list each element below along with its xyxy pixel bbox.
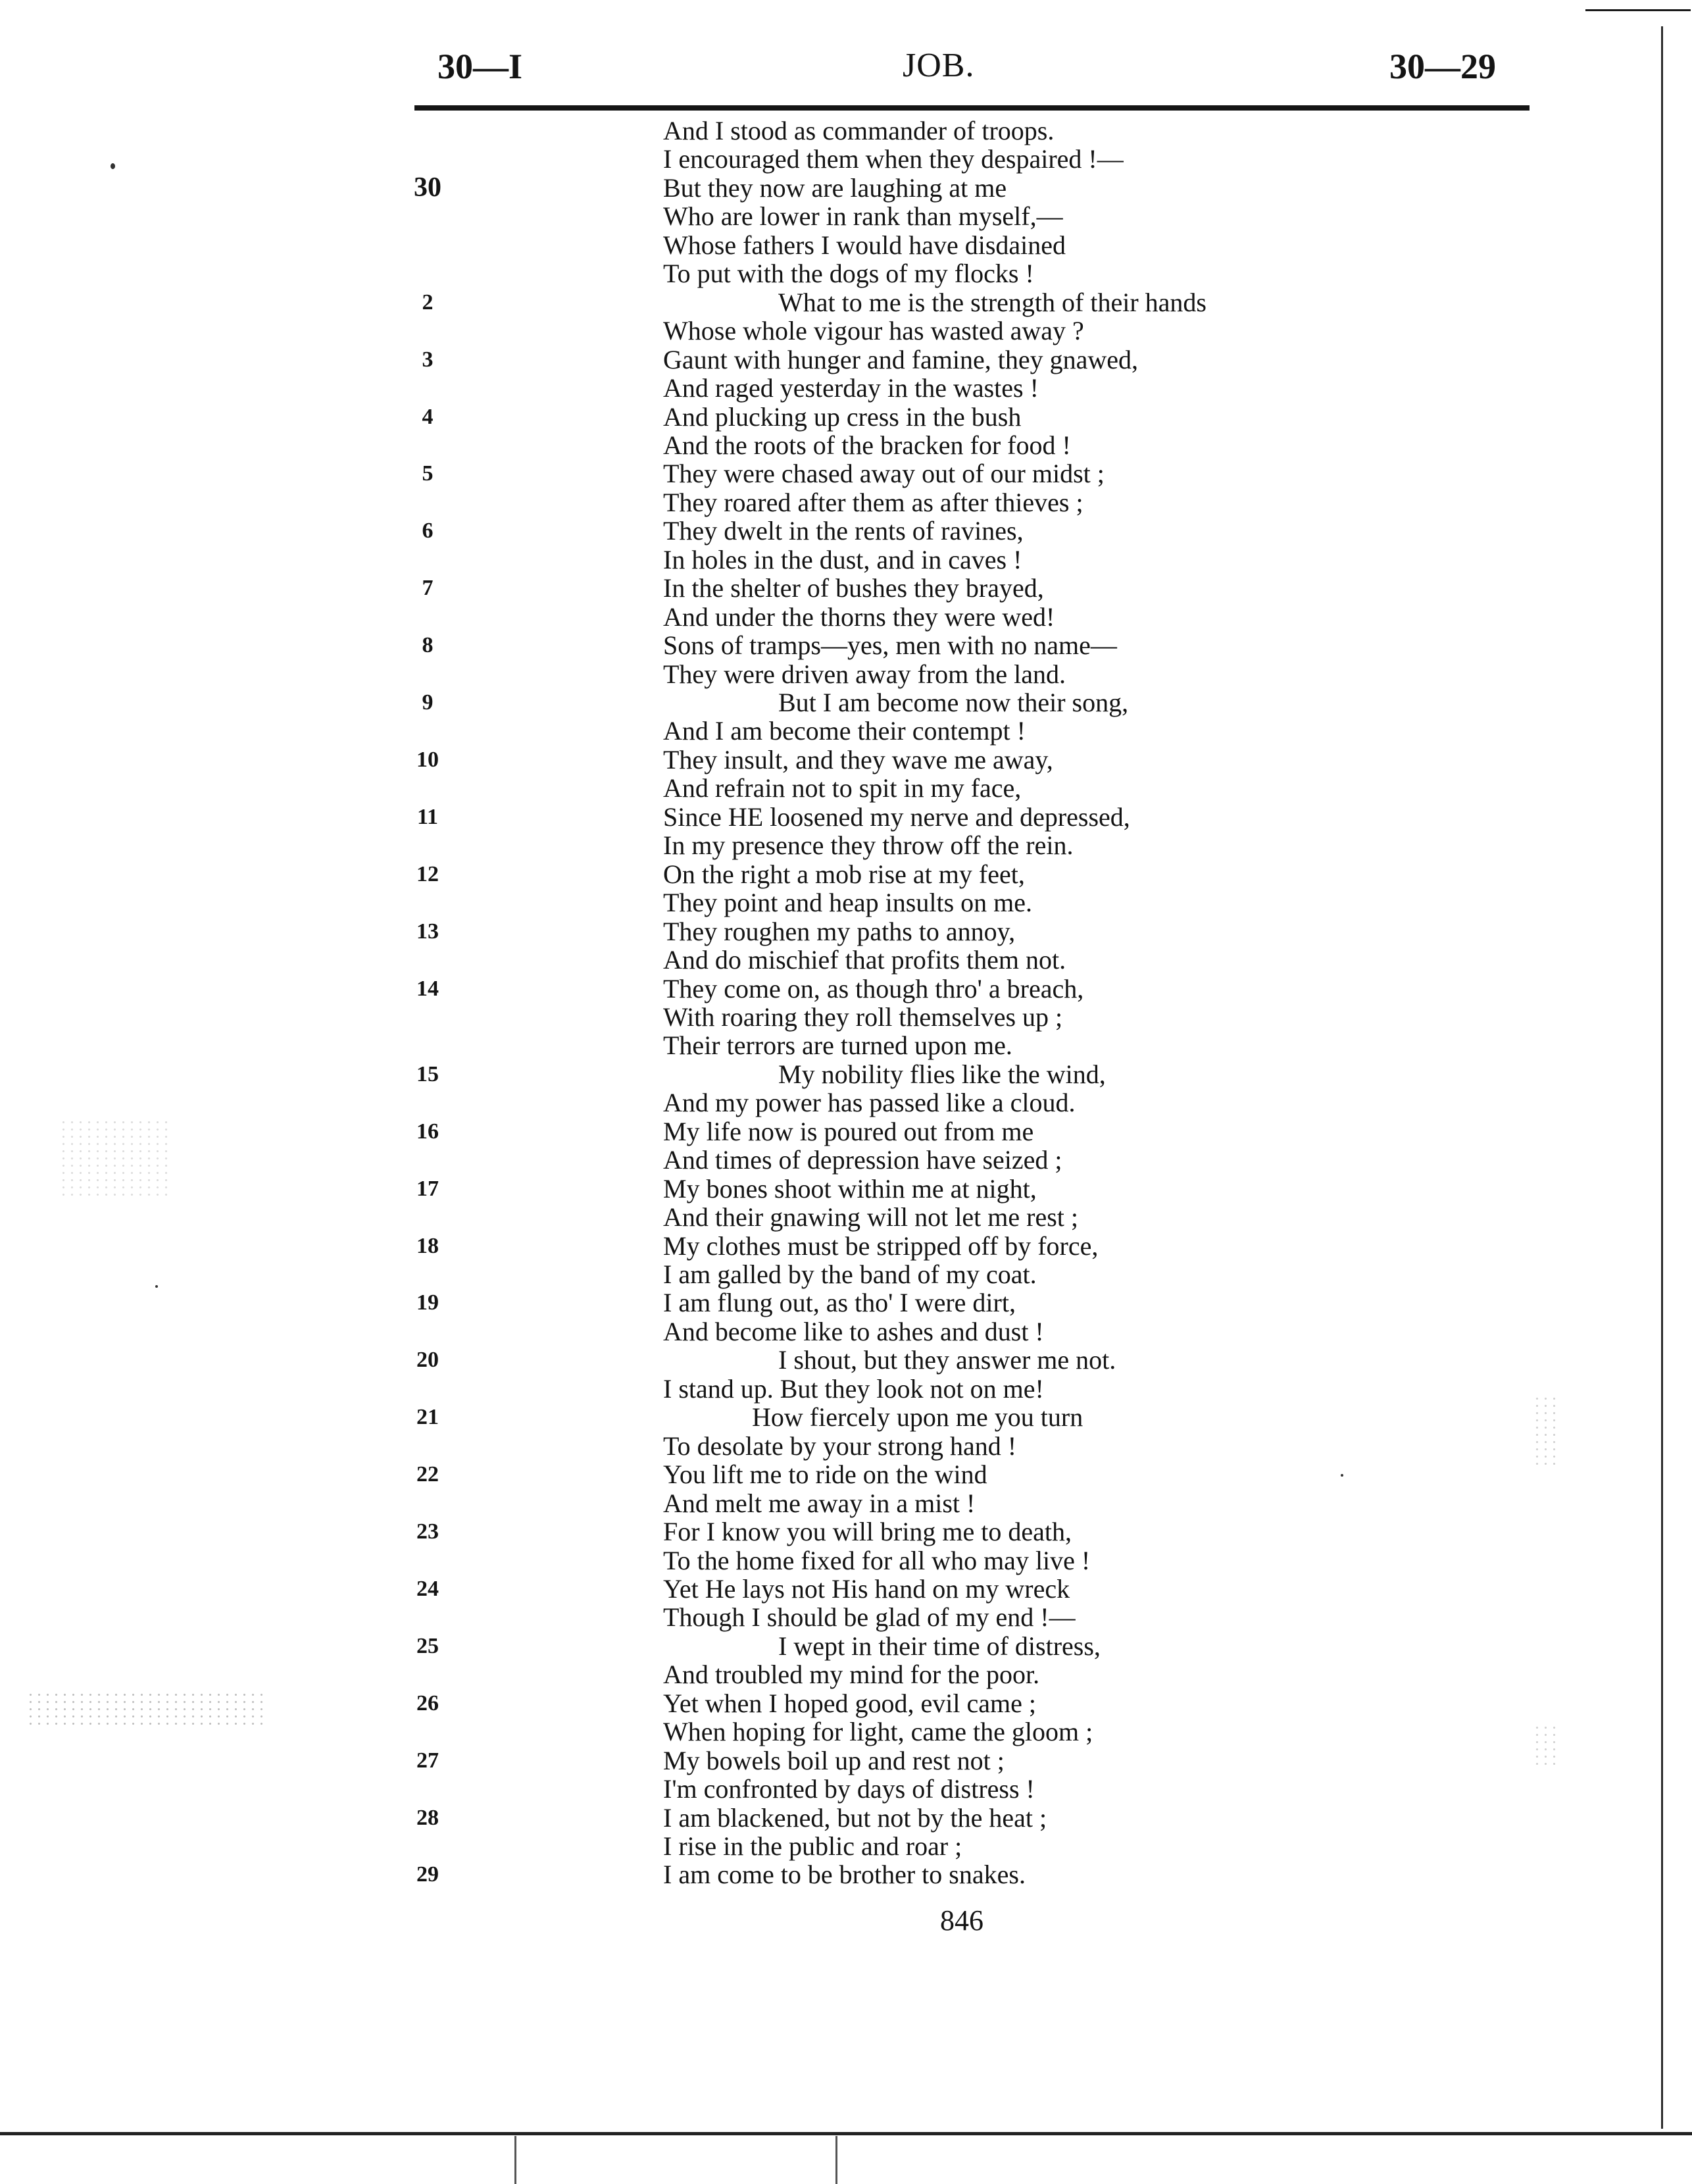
verse-text: In the shelter of bushes they brayed,	[663, 573, 1044, 603]
verse-number: 4	[422, 404, 434, 429]
verse-line	[0, 746, 1692, 774]
verse-text: They point and heap insults on me.	[663, 888, 1033, 918]
verse-text: And I stood as commander of troops.	[663, 116, 1055, 145]
running-head-left: 30—I	[437, 47, 523, 86]
verse-line	[0, 603, 1692, 631]
verse-line	[0, 317, 1692, 345]
verse-text: I am galled by the band of my coat.	[663, 1259, 1037, 1289]
running-head-right: 30—29	[1389, 47, 1496, 86]
verse-text: They insult, and they wave me away,	[663, 744, 1053, 775]
verse-number: 25	[416, 1633, 439, 1658]
verse-text: And become like to ashes and dust !	[663, 1316, 1044, 1346]
verse-number: 17	[416, 1176, 439, 1201]
verse-text: And plucking up cress in the bush	[663, 401, 1022, 432]
verse-line	[0, 917, 1692, 946]
verse-number: 7	[422, 576, 434, 601]
verse-text: My bones shoot within me at night,	[663, 1173, 1037, 1204]
verse-text: And their gnawing will not let me rest ;	[663, 1202, 1078, 1232]
verse-line	[0, 259, 1692, 288]
verse-text: I am flung out, as tho' I were dirt,	[663, 1288, 1016, 1318]
verse-text: I rise in the public and roar ;	[663, 1831, 962, 1861]
verse-text: In holes in the dust, and in caves !	[663, 544, 1022, 574]
verse-text: In my presence they throw off the rein.	[663, 830, 1074, 861]
verse-text: Gaunt with hunger and famine, they gnawed,	[663, 344, 1139, 374]
verse-number: 29	[416, 1862, 439, 1887]
verse-line	[0, 1060, 1692, 1088]
verse-text: For I know you will bring me to death,	[663, 1517, 1072, 1547]
verse-line	[0, 1832, 1692, 1860]
verse-number: 26	[416, 1690, 439, 1715]
verse-line	[0, 1804, 1692, 1832]
verse-line	[0, 431, 1692, 459]
scan-stub-left	[514, 2136, 516, 2184]
verse-number: 8	[422, 633, 434, 658]
verse-text: To put with the dogs of my flocks !	[663, 259, 1034, 289]
verse-text: To the home fixed for all who may live !	[663, 1545, 1091, 1575]
running-head	[0, 46, 1692, 105]
verse-number: 12	[416, 861, 439, 886]
verse-line	[0, 459, 1692, 488]
verse-text: And times of depression have seized ;	[663, 1145, 1062, 1175]
verse-line	[0, 831, 1692, 859]
verse-number: 20	[416, 1348, 439, 1373]
verse-text: They dwelt in the rents of ravines,	[663, 516, 1024, 546]
verse-number: 24	[416, 1576, 439, 1601]
verse-line	[0, 774, 1692, 802]
verse-text: Yet when I hoped good, evil came ;	[663, 1688, 1036, 1718]
verse-text: Whose whole vigour has wasted away ?	[663, 316, 1084, 346]
verse-number: 2	[422, 290, 434, 315]
verse-text: My life now is poured out from me	[663, 1116, 1034, 1146]
verse-line	[0, 1146, 1692, 1174]
verse-line	[0, 116, 1692, 145]
verse-text: But they now are laughing at me	[663, 172, 1007, 203]
verse-number: 23	[416, 1519, 439, 1544]
verse-line	[0, 574, 1692, 602]
verse-line	[0, 546, 1692, 574]
verse-line	[0, 1232, 1692, 1260]
running-head-title: JOB.	[903, 47, 975, 84]
verse-line	[0, 374, 1692, 402]
verse-line	[0, 1203, 1692, 1231]
verse-line	[0, 1517, 1692, 1546]
verse-number: 5	[422, 461, 434, 486]
scan-edge-bottom	[0, 2132, 1692, 2135]
verse-line	[0, 1746, 1692, 1775]
verse-line	[0, 1175, 1692, 1203]
verse-text: They were chased away out of our midst ;	[663, 459, 1105, 489]
verse-line	[0, 1288, 1692, 1317]
verse-line	[0, 1031, 1692, 1059]
verse-line	[0, 975, 1692, 1003]
verse-text: Who are lower in rank than myself,—	[663, 201, 1063, 232]
head-rule	[414, 105, 1530, 111]
verse-text: On the right a mob rise at my feet,	[663, 859, 1025, 889]
verse-line	[0, 1660, 1692, 1689]
verse-line	[0, 1317, 1692, 1346]
verse-line	[0, 1689, 1692, 1717]
verse-text: And under the thorns they were wed!	[663, 601, 1055, 632]
verse-line	[0, 860, 1692, 888]
verse-line	[0, 631, 1692, 659]
verse-line	[0, 1775, 1692, 1803]
verse-number: 19	[416, 1290, 439, 1315]
verse-text: And I am become their contempt !	[663, 716, 1026, 746]
verse-line	[0, 1860, 1692, 1889]
verse-line	[0, 1260, 1692, 1288]
verse-text: And the roots of the bracken for food !	[663, 430, 1071, 460]
verse-text: And raged yesterday in the wastes !	[663, 373, 1039, 403]
verse-text: You lift me to ride on the wind	[663, 1460, 987, 1490]
verse-line	[0, 231, 1692, 259]
verse-text: Yet He lays not His hand on my wreck	[663, 1573, 1070, 1604]
verse-text: I am blackened, but not by the heat ;	[663, 1802, 1047, 1833]
verse-number: 21	[416, 1405, 439, 1430]
verse-line	[0, 1632, 1692, 1660]
verse-text: But I am become now their song,	[778, 688, 1129, 717]
verse-text: My clothes must be stripped off by force,	[663, 1231, 1099, 1261]
verse-text: Since HE loosened my nerve and depressed,	[663, 801, 1130, 832]
verse-line	[0, 488, 1692, 517]
verse-line	[0, 403, 1692, 431]
verse-text: Though I should be glad of my end !—	[663, 1602, 1076, 1633]
verse-line	[0, 174, 1692, 202]
verse-line	[0, 1003, 1692, 1031]
verse-line	[0, 1575, 1692, 1603]
verse-line	[0, 202, 1692, 230]
verse-text: My bowels boil up and rest not ;	[663, 1745, 1005, 1775]
verse-text: With roaring they roll themselves up ;	[663, 1002, 1063, 1032]
scan-stub-right	[835, 2136, 837, 2184]
verse-line	[0, 688, 1692, 717]
scan-rule-top	[1585, 9, 1691, 11]
verse-text: Their terrors are turned upon me.	[663, 1030, 1012, 1061]
verse-line	[0, 660, 1692, 688]
verse-text: And troubled my mind for the poor.	[663, 1660, 1040, 1690]
verse-line	[0, 288, 1692, 317]
verse-number: 28	[416, 1805, 439, 1830]
verse-line	[0, 1375, 1692, 1403]
verse-number: 18	[416, 1233, 439, 1258]
verse-number: 15	[416, 1061, 439, 1086]
verse-line	[0, 888, 1692, 917]
page-number: 846	[940, 1904, 983, 1937]
verse-line	[0, 517, 1692, 545]
verse-line	[0, 1088, 1692, 1117]
verse-text: And my power has passed like a cloud.	[663, 1088, 1076, 1118]
verse-line	[0, 1346, 1692, 1374]
verse-text: Sons of tramps—yes, men with no name—	[663, 630, 1117, 661]
verse-line	[0, 717, 1692, 745]
verse-line	[0, 1603, 1692, 1631]
verse-line	[0, 345, 1692, 374]
verse-line	[0, 145, 1692, 173]
verse-text: And melt me away in a mist !	[663, 1488, 976, 1518]
verse-number: 27	[416, 1748, 439, 1773]
verse-line	[0, 946, 1692, 974]
verse-number: 9	[422, 690, 434, 715]
verse-number: 22	[416, 1462, 439, 1487]
verse-line	[0, 1489, 1692, 1517]
verse-text: My nobility flies like the wind,	[778, 1059, 1106, 1089]
verse-line	[0, 1546, 1692, 1575]
verse-number: 3	[422, 347, 434, 372]
verse-number: 11	[416, 804, 439, 829]
verse-text: I stand up. But they look not on me!	[663, 1373, 1044, 1404]
verse-number: 14	[416, 976, 439, 1001]
verse-number: 16	[416, 1119, 439, 1144]
verse-text: To desolate by your strong hand !	[663, 1431, 1017, 1461]
verse-text: I encouraged them when they despaired !—	[663, 144, 1124, 174]
verse-number: 6	[422, 519, 434, 544]
verse-text: I'm confronted by days of distress !	[663, 1774, 1035, 1804]
verse-line	[0, 1403, 1692, 1431]
verse-line	[0, 1717, 1692, 1746]
verse-text: Whose fathers I would have disdained	[663, 230, 1066, 260]
verse-text: How fiercely upon me you turn	[752, 1402, 1083, 1433]
verse-line	[0, 1117, 1692, 1146]
verse-line	[0, 1460, 1692, 1488]
verse-text: They come on, as though thro' a breach,	[663, 973, 1084, 1003]
verse-number: 30	[414, 172, 441, 203]
verse-text: What to me is the strength of their hands	[778, 287, 1207, 317]
verse-text: When hoping for light, came the gloom ;	[663, 1717, 1093, 1747]
verse-number: 13	[416, 919, 439, 944]
verse-line	[0, 803, 1692, 831]
verse-text: I am come to be brother to snakes.	[663, 1860, 1026, 1890]
verse-text: They roughen my paths to annoy,	[663, 916, 1016, 946]
verse-text: They roared after them as after thieves ;	[663, 487, 1083, 517]
verse-text: They were driven away from the land.	[663, 659, 1066, 689]
verse-text: I wept in their time of distress,	[778, 1631, 1101, 1661]
verse-number: 10	[416, 747, 439, 772]
verse-text: I shout, but they answer me not.	[778, 1345, 1116, 1375]
verse-text: And refrain not to spit in my face,	[663, 773, 1022, 803]
verse-line	[0, 1432, 1692, 1460]
verse-text: And do mischief that profits them not.	[663, 945, 1066, 975]
